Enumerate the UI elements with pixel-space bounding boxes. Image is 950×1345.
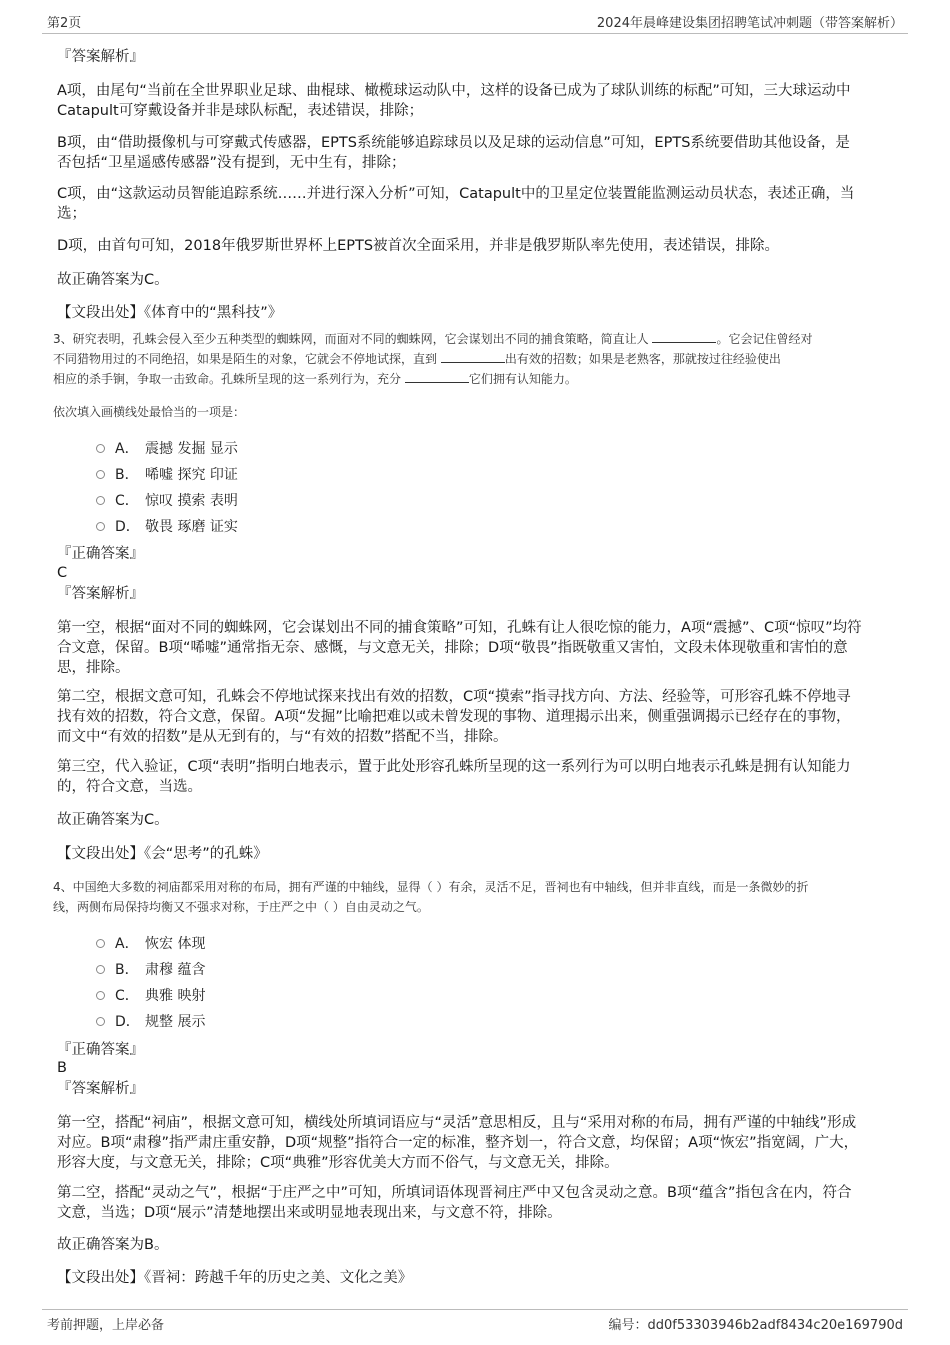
analysis-line: 形容大度，与文意无关，排除；C项“典雅”形容优美大方而不俗气，与文意无关，排除。 [57,1155,619,1171]
analysis-line: 对应。B项“肃穆”指严肃庄重安静，D项“规整”指符合一定的标准，整齐划一，符合文意，均保留；A项“恢宏”指宽阔，广大， [57,1135,859,1151]
q3-option-a[interactable]: A． 震撼 发掘 显示 [96,439,238,459]
analysis-paragraph [57,618,895,678]
question-prompt: 依次填入画横线处最恰当的一项是： [53,405,246,419]
source: 【文段出处】《体育中的“黑科技”》 [57,305,283,321]
radio-icon[interactable] [96,1017,105,1026]
analysis-line: 第三空，代入验证，C项“表明”指明白地表示，置于此处形容孔蛛所呈现的这一系列行为可以明白地表示孔蛛是拥有认知能力 [57,759,851,775]
answer-value: B [57,1060,67,1076]
analysis-line: C项，由“这款运动员智能追踪系统……并进行深入分析”可知，Catapult中的卫星定位装置能监测运动员状态，表述正确，当 [57,186,855,202]
analysis-line: B项，由“借助摄像机与可穿戴式传感器，EPTS系统能够追踪球员以及足球的运动信息”可知，EPTS系统要借助其他设备，是 [57,135,850,151]
analysis-line: 的，符合文意，当选。 [57,779,202,795]
radio-icon[interactable] [96,470,105,479]
stem-line: 相应的杀手锏，争取一击致命。孔蛛所呈现的这一系列行为，充分 它们拥有认知能力。 [53,372,577,386]
radio-icon[interactable] [96,522,105,531]
blank-1 [652,330,716,343]
analysis-option-b [57,133,895,173]
question-4-stem [53,877,898,917]
analysis-label: 『答案解析』 [57,1081,144,1097]
q4-option-b[interactable]: B． 肃穆 蕴含 [96,960,205,980]
q4-option-a[interactable]: A． 恢宏 体现 [96,934,205,954]
q3-option-d[interactable]: D． 敬畏 琢磨 证实 [96,517,238,537]
answer-value: C [57,565,68,581]
analysis-line: 找有效的招数，符合文意，保留。A项“发掘”比喻把难以或未曾发现的事物、道理揭示出来，侧重强调揭示已经存在的事物， [57,709,851,725]
analysis-line: 而文中“有效的招数”是从无到有的，与“有效的招数”搭配不当，排除。 [57,729,508,745]
document-title: 2024年晨峰建设集团招聘笔试冲刺题（带答案解析） [596,16,903,31]
radio-icon[interactable] [96,991,105,1000]
answer-label: 『正确答案』 [57,546,144,562]
conclusion: 故正确答案为B。 [57,1237,169,1253]
analysis-paragraph [57,757,895,797]
stem-line: 4、中国绝大多数的祠庙都采用对称的布局，拥有严谨的中轴线，显得（ ）有余，灵活不足，晋祠也有中轴线，但并非直线，而是一条微妙的折 [53,880,809,894]
answer-label: 『正确答案』 [57,1042,144,1058]
analysis-line: A项，由尾句“当前在全世界职业足球、曲棍球、橄榄球运动队中，这样的设备已成为了球队训练的标配”可知，三大球运动中 [57,83,851,99]
radio-icon[interactable] [96,939,105,948]
radio-icon[interactable] [96,444,105,453]
analysis-line: 第二空，搭配“灵动之气”，根据“于庄严之中”可知，所填词语体现晋祠庄严中又包含灵动之意。B项“蕴含”指包含在内，符合 [57,1185,852,1201]
analysis-line: 第一空，搭配“祠庙”，根据文意可知，横线处所填词语应与“灵活”意思相反，且与“采用对称的布局，拥有严谨的中轴线”形成 [57,1115,857,1131]
analysis-label: 『答案解析』 [57,49,144,65]
conclusion: 故正确答案为C。 [57,272,169,288]
source: 【文段出处】《晋祠：跨越千年的历史之美、文化之美》 [57,1270,413,1286]
analysis-line: 第二空，根据文意可知，孔蛛会不停地试探来找出有效的招数，C项“摸索”指寻找方向、方法、经验等，可形容孔蛛不停地寻 [57,689,851,705]
analysis-paragraph [57,687,895,747]
radio-icon[interactable] [96,496,105,505]
analysis-paragraph [57,1183,895,1223]
analysis-line: 合文意，保留。B项“唏嘘”通常指无奈、感慨，与文意无关，排除；D项“敬畏”指既敬重又害怕，文段未体现敬重和害怕的意 [57,640,848,656]
footer-serial: 编号：dd0f53303946b2adf8434c20e169790d [608,1318,903,1333]
analysis-line: 思，排除。 [57,660,130,676]
stem-line: 线，两侧布局保持均衡又不强求对称，于庄严之中（ ）自由灵动之气。 [53,900,429,914]
stem-line: 3、研究表明，孔蛛会侵入至少五种类型的蜘蛛网，而面对不同的蜘蛛网，它会谋划出不同的捕食策略，简直让人 。它会记住曾经对 [53,332,813,346]
q4-option-c[interactable]: C． 典雅 映射 [96,986,205,1006]
analysis-option-a [57,81,895,121]
analysis-option-d: D项，由首句可知，2018年俄罗斯世界杯上EPTS被首次全面采用，并非是俄罗斯队率先使用，表述错误，排除。 [57,238,780,254]
stem-line: 不同猎物用过的不同绝招，如果是陌生的对象，它就会不停地试探，直到 出有效的招数；如果是老熟客，那就按过往经验使出 [53,352,781,366]
footer-divider [42,1309,908,1310]
blank-2 [441,350,505,363]
analysis-paragraph [57,1113,895,1173]
q3-option-b[interactable]: B． 唏嘘 探究 印证 [96,465,238,485]
page-number: 第2页 [47,16,82,31]
analysis-option-c [57,184,895,224]
question-3-stem [53,329,898,389]
q4-option-d[interactable]: D． 规整 展示 [96,1012,205,1032]
footer-slogan: 考前押题，上岸必备 [47,1318,165,1333]
source: 【文段出处】《会“思考”的孔蛛》 [57,846,268,862]
conclusion: 故正确答案为C。 [57,812,169,828]
analysis-line: 选； [57,206,86,222]
analysis-line: 文意，当选；D项“展示”清楚地摆出来或明显地表现出来，与文意不符，排除。 [57,1205,562,1221]
blank-3 [405,370,469,383]
analysis-line: 第一空，根据“面对不同的蜘蛛网，它会谋划出不同的捕食策略”可知，孔蛛有让人很吃惊的能力，A项“震撼”、C项“惊叹”均符 [57,620,862,636]
radio-icon[interactable] [96,965,105,974]
analysis-line: Catapult可穿戴设备并非是球队标配，表述错误，排除； [57,103,424,119]
analysis-line: 否包括“卫星遥感传感器”没有提到，无中生有，排除； [57,155,406,171]
analysis-label: 『答案解析』 [57,586,144,602]
header-divider [42,33,908,34]
q3-option-c[interactable]: C． 惊叹 摸索 表明 [96,491,238,511]
